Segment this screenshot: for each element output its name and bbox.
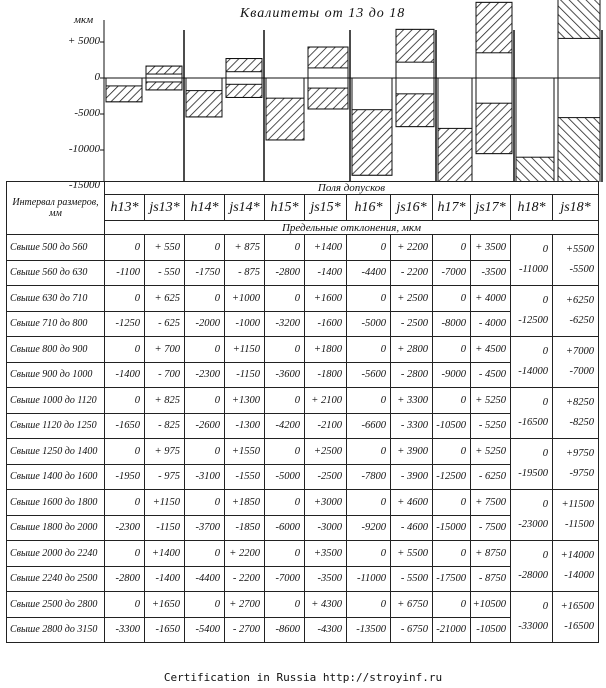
table-cell: -12500 xyxy=(433,464,471,490)
table-cell: + 3300 xyxy=(391,388,433,414)
table-cell: - 2500 xyxy=(391,311,433,337)
table-cell: -7800 xyxy=(347,464,391,490)
row-interval-label: Свыше 2500 до 2800 xyxy=(7,592,105,618)
h18-lower: -14000 xyxy=(518,366,548,377)
table-cell: -10500 xyxy=(471,617,511,643)
h18-lower: -16500 xyxy=(518,417,548,428)
table-cell: +3500 xyxy=(305,541,347,567)
js18-cell xyxy=(553,541,599,592)
table-cell: -1750 xyxy=(185,260,225,286)
table-cell: 0 xyxy=(347,337,391,363)
table-cell: 0 xyxy=(105,490,145,516)
table-cell: -6600 xyxy=(347,413,391,439)
js18-upper: +14000 xyxy=(560,550,594,561)
row-interval-label: Свыше 710 до 800 xyxy=(7,311,105,337)
table-cell: -1650 xyxy=(145,617,185,643)
table-cell: -3500 xyxy=(305,566,347,592)
table-cell: +1600 xyxy=(305,286,347,312)
table-cell: - 2200 xyxy=(391,260,433,286)
table-cell: -2600 xyxy=(185,413,225,439)
table-cell: -11000 xyxy=(347,566,391,592)
tolerance-table xyxy=(6,181,599,643)
table-cell: -8600 xyxy=(265,617,305,643)
table-cell: + 6750 xyxy=(391,592,433,618)
table-cell: -2000 xyxy=(185,311,225,337)
table-row xyxy=(7,286,599,312)
table-row xyxy=(7,413,599,439)
table-cell: -3100 xyxy=(185,464,225,490)
js18-cell xyxy=(553,388,599,439)
table-cell: -2100 xyxy=(305,413,347,439)
column-header: h13* xyxy=(105,195,145,221)
table-cell: 0 xyxy=(433,592,471,618)
y-tick-label: -5000 xyxy=(74,107,100,119)
y-tick-label: -10000 xyxy=(68,143,100,155)
table-cell: 0 xyxy=(105,235,145,261)
row-interval-label: Свыше 1250 до 1400 xyxy=(7,439,105,465)
column-header: js18* xyxy=(553,195,599,221)
y-axis-unit: мкм xyxy=(74,14,94,26)
h18-lower: -12500 xyxy=(518,315,548,326)
h18-cell xyxy=(511,439,553,490)
table-cell: 0 xyxy=(265,388,305,414)
table-row xyxy=(7,592,599,618)
h18-cell xyxy=(511,235,553,286)
column-header: h18* xyxy=(511,195,553,221)
table-cell: 0 xyxy=(265,337,305,363)
js18-upper: +7000 xyxy=(565,346,594,357)
footer-text: Certification in Russia http://stroyinf.ru xyxy=(163,671,443,684)
h18-upper: 0 xyxy=(542,346,548,357)
row-interval-label: Свыше 1000 до 1120 xyxy=(7,388,105,414)
table-cell: 0 xyxy=(347,490,391,516)
table-cell: + 625 xyxy=(145,286,185,312)
row-interval-label: Свыше 2000 до 2240 xyxy=(7,541,105,567)
hatched-range-lower-js14 xyxy=(226,84,262,97)
table-cell: - 4600 xyxy=(391,515,433,541)
h18-cell xyxy=(511,592,553,643)
table-cell: -3600 xyxy=(265,362,305,388)
js18-cell xyxy=(553,337,599,388)
table-cell: -1950 xyxy=(105,464,145,490)
table-cell: + 5250 xyxy=(471,388,511,414)
h18-upper: 0 xyxy=(542,448,548,459)
table-cell: -1400 xyxy=(105,362,145,388)
chart-title: Квалитеты от 13 до 18 xyxy=(240,6,406,21)
table-cell: -1000 xyxy=(225,311,265,337)
table-cell: 0 xyxy=(185,439,225,465)
table-cell: 0 xyxy=(347,235,391,261)
js18-lower: -14000 xyxy=(564,570,594,581)
table-cell: 0 xyxy=(265,490,305,516)
table-cell: -5400 xyxy=(185,617,225,643)
js18-lower: -11500 xyxy=(565,519,594,530)
table-cell: -7000 xyxy=(265,566,305,592)
table-cell: - 2200 xyxy=(225,566,265,592)
table-cell: - 4500 xyxy=(471,362,511,388)
hatched-range-js18 xyxy=(558,0,600,38)
table-cell: -2500 xyxy=(305,464,347,490)
table-cell: + 4000 xyxy=(471,286,511,312)
hatched-range-h17 xyxy=(438,128,472,182)
row-interval-label: Свыше 630 до 710 xyxy=(7,286,105,312)
table-cell: - 550 xyxy=(145,260,185,286)
table-cell: 0 xyxy=(185,541,225,567)
hatched-range-lower-js15 xyxy=(308,88,348,109)
table-cell: + 2800 xyxy=(391,337,433,363)
table-cell: +2500 xyxy=(305,439,347,465)
table-cell: 0 xyxy=(433,439,471,465)
table-cell: 0 xyxy=(185,286,225,312)
table-cell: + 4600 xyxy=(391,490,433,516)
table-cell: -1300 xyxy=(225,413,265,439)
table-cell: -9000 xyxy=(433,362,471,388)
table-cell: + 2100 xyxy=(305,388,347,414)
js18-cell xyxy=(553,592,599,643)
hatched-range-js14 xyxy=(226,59,262,72)
table-cell: -3700 xyxy=(185,515,225,541)
column-header: h15* xyxy=(265,195,305,221)
h18-upper: 0 xyxy=(542,244,548,255)
table-cell: + 4500 xyxy=(471,337,511,363)
table-cell: + 975 xyxy=(145,439,185,465)
row-interval-label: Свыше 800 до 900 xyxy=(7,337,105,363)
table-cell: +10500 xyxy=(471,592,511,618)
row-interval-label: Свыше 1400 до 1600 xyxy=(7,464,105,490)
hatched-range-lower-js17 xyxy=(476,103,512,153)
table-cell: - 5250 xyxy=(471,413,511,439)
table-cell: + 8750 xyxy=(471,541,511,567)
h18-lower: -11000 xyxy=(519,264,548,275)
table-cell: -13500 xyxy=(347,617,391,643)
table-cell: 0 xyxy=(265,439,305,465)
table-cell: +1000 xyxy=(225,286,265,312)
js18-upper: +5500 xyxy=(565,244,594,255)
deviations-header: Предельные отклонения, мкм xyxy=(105,221,599,235)
table-cell: + 5500 xyxy=(391,541,433,567)
js18-cell xyxy=(553,286,599,337)
y-tick-label: -15000 xyxy=(68,179,100,191)
column-header: h14* xyxy=(185,195,225,221)
js18-lower: -7000 xyxy=(569,366,594,377)
table-cell: -2300 xyxy=(185,362,225,388)
js18-lower: -9750 xyxy=(569,468,594,479)
table-cell: -21000 xyxy=(433,617,471,643)
table-cell: + 2200 xyxy=(391,235,433,261)
row-interval-label: Свыше 2240 до 2500 xyxy=(7,566,105,592)
table-cell: 0 xyxy=(433,337,471,363)
table-cell: - 700 xyxy=(145,362,185,388)
table-cell: -6000 xyxy=(265,515,305,541)
row-interval-label: Свыше 560 до 630 xyxy=(7,260,105,286)
h18-cell xyxy=(511,541,553,592)
table-cell: -8000 xyxy=(433,311,471,337)
table-cell: - 4000 xyxy=(471,311,511,337)
table-row xyxy=(7,515,599,541)
hatched-range-js13 xyxy=(146,66,182,74)
table-row xyxy=(7,362,599,388)
table-cell: - 6750 xyxy=(391,617,433,643)
y-tick-label: 0 xyxy=(94,71,100,83)
hatched-range-lower-js16 xyxy=(396,94,434,127)
table-cell: -1600 xyxy=(305,311,347,337)
table-cell: -4300 xyxy=(305,617,347,643)
table-cell: +1650 xyxy=(145,592,185,618)
table-cell: -3000 xyxy=(305,515,347,541)
table-cell: +1400 xyxy=(145,541,185,567)
table-cell: 0 xyxy=(105,439,145,465)
table-row xyxy=(7,337,599,363)
hatched-range-h14 xyxy=(186,91,222,117)
table-cell: -3500 xyxy=(471,260,511,286)
hatched-range-js16 xyxy=(396,29,434,62)
hatched-range-h13 xyxy=(106,86,142,102)
column-header: js17* xyxy=(471,195,511,221)
js18-cell xyxy=(553,490,599,541)
table-cell: - 625 xyxy=(145,311,185,337)
table-row xyxy=(7,388,599,414)
h18-cell xyxy=(511,286,553,337)
column-header: h17* xyxy=(433,195,471,221)
table-cell: 0 xyxy=(347,388,391,414)
table-cell: - 2800 xyxy=(391,362,433,388)
table-cell: 0 xyxy=(105,286,145,312)
table-cell: 0 xyxy=(105,592,145,618)
table-cell: - 5500 xyxy=(391,566,433,592)
row-interval-label: Свыше 1120 до 1250 xyxy=(7,413,105,439)
row-interval-label: Свыше 900 до 1000 xyxy=(7,362,105,388)
table-row xyxy=(7,235,599,261)
table-cell: - 6250 xyxy=(471,464,511,490)
js18-upper: +16500 xyxy=(560,601,594,612)
table-cell: -7000 xyxy=(433,260,471,286)
table-cell: 0 xyxy=(347,286,391,312)
interval-header: Интервал размеров, мм xyxy=(7,182,105,235)
js18-cell xyxy=(553,235,599,286)
table-cell: +1300 xyxy=(225,388,265,414)
table-row xyxy=(7,464,599,490)
table-cell: + 5250 xyxy=(471,439,511,465)
hatched-range-lower-js18 xyxy=(558,118,600,182)
table-cell: 0 xyxy=(433,541,471,567)
table-row xyxy=(7,260,599,286)
table-cell: 0 xyxy=(265,286,305,312)
table-cell: -5000 xyxy=(347,311,391,337)
table-cell: 0 xyxy=(185,235,225,261)
table-cell: +3000 xyxy=(305,490,347,516)
column-header: js15* xyxy=(305,195,347,221)
table-cell: -3300 xyxy=(105,617,145,643)
table-cell: + 4300 xyxy=(305,592,347,618)
hatched-range-js17 xyxy=(476,2,512,52)
table-cell: - 875 xyxy=(225,260,265,286)
js18-cell xyxy=(553,439,599,490)
table-cell: + 3900 xyxy=(391,439,433,465)
table-cell: 0 xyxy=(433,286,471,312)
table-cell: + 2500 xyxy=(391,286,433,312)
hatched-range-h18 xyxy=(516,157,554,182)
h18-lower: -23000 xyxy=(518,519,548,530)
table-cell: 0 xyxy=(185,490,225,516)
table-cell: -4400 xyxy=(347,260,391,286)
column-header: js13* xyxy=(145,195,185,221)
table-cell: + 700 xyxy=(145,337,185,363)
y-tick-label: + 5000 xyxy=(67,35,100,47)
table-cell: -4200 xyxy=(265,413,305,439)
table-cell: -15000 xyxy=(433,515,471,541)
table-cell: -1250 xyxy=(105,311,145,337)
table-cell: +1550 xyxy=(225,439,265,465)
tolerance-chart xyxy=(0,0,606,182)
table-cell: +1150 xyxy=(145,490,185,516)
table-cell: 0 xyxy=(185,592,225,618)
h18-upper: 0 xyxy=(542,397,548,408)
js18-lower: -6250 xyxy=(569,315,594,326)
table-cell: + 3500 xyxy=(471,235,511,261)
column-header: h16* xyxy=(347,195,391,221)
table-cell: - 825 xyxy=(145,413,185,439)
table-cell: 0 xyxy=(105,541,145,567)
h18-cell xyxy=(511,490,553,541)
table-cell: + 7500 xyxy=(471,490,511,516)
table-cell: 0 xyxy=(347,592,391,618)
table-cell: +1150 xyxy=(225,337,265,363)
table-cell: -1650 xyxy=(105,413,145,439)
table-cell: + 2200 xyxy=(225,541,265,567)
table-cell: -1100 xyxy=(105,260,145,286)
row-interval-label: Свыше 500 до 560 xyxy=(7,235,105,261)
fields-header: Поля допусков xyxy=(105,182,599,195)
table-cell: -1550 xyxy=(225,464,265,490)
table-cell: -2800 xyxy=(105,566,145,592)
table-cell: +1400 xyxy=(305,235,347,261)
table-cell: +1850 xyxy=(225,490,265,516)
table-cell: -5600 xyxy=(347,362,391,388)
table-cell: -1150 xyxy=(145,515,185,541)
table-cell: - 3900 xyxy=(391,464,433,490)
table-cell: + 825 xyxy=(145,388,185,414)
column-header: js14* xyxy=(225,195,265,221)
h18-upper: 0 xyxy=(542,499,548,510)
table-cell: - 3300 xyxy=(391,413,433,439)
table-cell: -4400 xyxy=(185,566,225,592)
table-cell: - 975 xyxy=(145,464,185,490)
table-row xyxy=(7,439,599,465)
table-cell: - 2700 xyxy=(225,617,265,643)
table-row xyxy=(7,617,599,643)
h18-cell xyxy=(511,388,553,439)
table-cell: -1400 xyxy=(305,260,347,286)
table-cell: -2800 xyxy=(265,260,305,286)
column-header: js16* xyxy=(391,195,433,221)
row-interval-label: Свыше 1600 до 1800 xyxy=(7,490,105,516)
table-cell: - 7500 xyxy=(471,515,511,541)
row-interval-label: Свыше 2800 до 3150 xyxy=(7,617,105,643)
table-cell: - 8750 xyxy=(471,566,511,592)
h18-upper: 0 xyxy=(542,550,548,561)
table-cell: -1400 xyxy=(145,566,185,592)
table-cell: 0 xyxy=(433,490,471,516)
table-cell: + 875 xyxy=(225,235,265,261)
table-cell: 0 xyxy=(433,235,471,261)
table-cell: -10500 xyxy=(433,413,471,439)
table-cell: 0 xyxy=(185,337,225,363)
h18-cell xyxy=(511,337,553,388)
table-cell: -1850 xyxy=(225,515,265,541)
table-row xyxy=(7,311,599,337)
js18-upper: +11500 xyxy=(561,499,594,510)
table-cell: -5000 xyxy=(265,464,305,490)
hatched-range-lower-js13 xyxy=(146,82,182,90)
table-cell: -17500 xyxy=(433,566,471,592)
table-cell: -1150 xyxy=(225,362,265,388)
table-cell: 0 xyxy=(347,541,391,567)
h18-upper: 0 xyxy=(542,295,548,306)
table-cell: 0 xyxy=(265,541,305,567)
table-cell: +1800 xyxy=(305,337,347,363)
table-cell: -9200 xyxy=(347,515,391,541)
h18-lower: -19500 xyxy=(518,468,548,479)
js18-lower: -5500 xyxy=(569,264,594,275)
js18-upper: +6250 xyxy=(565,295,594,306)
hatched-range-h16 xyxy=(352,110,392,176)
table-row xyxy=(7,490,599,516)
table-row xyxy=(7,566,599,592)
table-cell: 0 xyxy=(265,592,305,618)
h18-upper: 0 xyxy=(542,601,548,612)
h18-lower: -28000 xyxy=(518,570,548,581)
js18-upper: +9750 xyxy=(565,448,594,459)
table-cell: -2300 xyxy=(105,515,145,541)
js18-lower: -16500 xyxy=(564,621,594,632)
table-cell: + 550 xyxy=(145,235,185,261)
js18-lower: -8250 xyxy=(569,417,594,428)
table-cell: -3200 xyxy=(265,311,305,337)
table-cell: 0 xyxy=(105,388,145,414)
table-cell: 0 xyxy=(433,388,471,414)
h18-lower: -33000 xyxy=(518,621,548,632)
hatched-range-h15 xyxy=(266,98,304,140)
table-cell: + 2700 xyxy=(225,592,265,618)
row-interval-label: Свыше 1800 до 2000 xyxy=(7,515,105,541)
table-cell: 0 xyxy=(265,235,305,261)
table-cell: -1800 xyxy=(305,362,347,388)
js18-upper: +8250 xyxy=(565,397,594,408)
table-cell: 0 xyxy=(347,439,391,465)
table-cell: 0 xyxy=(105,337,145,363)
table-cell: 0 xyxy=(185,388,225,414)
table-row xyxy=(7,541,599,567)
hatched-range-js15 xyxy=(308,47,348,68)
